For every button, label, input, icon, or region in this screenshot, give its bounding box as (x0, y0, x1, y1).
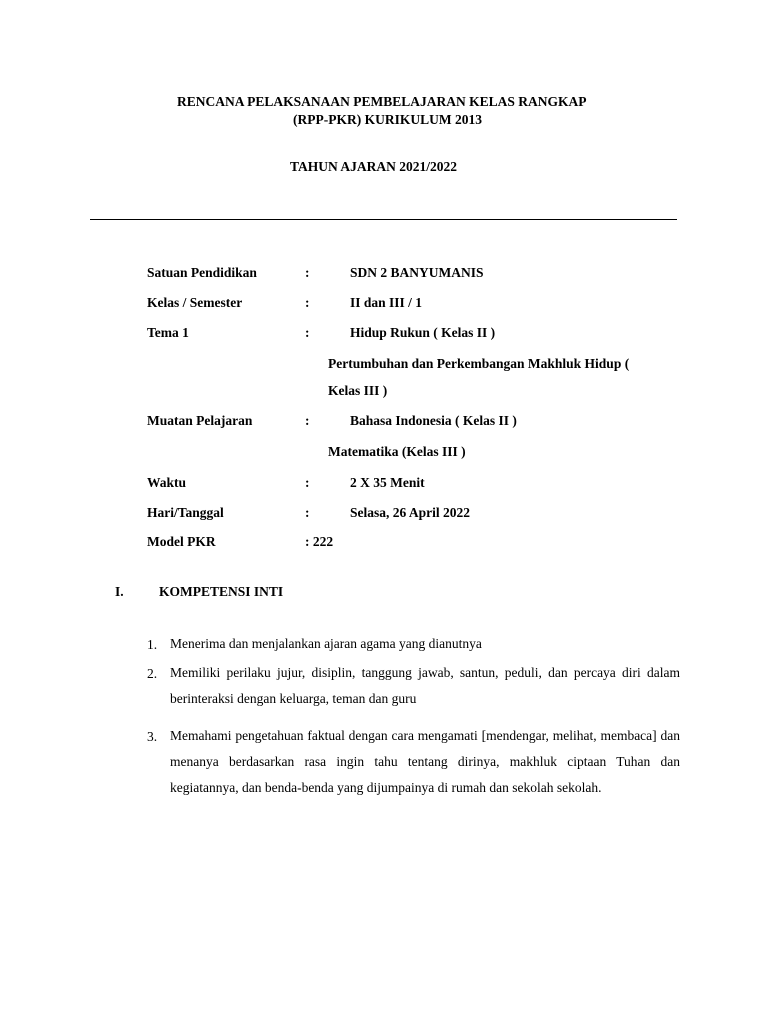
subject-value: Bahasa Indonesia ( Kelas II ) (350, 413, 517, 428)
date-value: Selasa, 26 April 2022 (350, 505, 471, 520)
model-label: Model PKR (147, 534, 216, 549)
date-colon: : (305, 505, 310, 520)
model-value: : 222 (305, 534, 334, 549)
section-number: I. (115, 584, 124, 599)
school-value: SDN 2 BANYUMANIS (350, 265, 484, 280)
school-label: Satuan Pendidikan (147, 265, 257, 280)
theme-colon: : (305, 325, 310, 340)
list-item-text: Menerima dan menjalankan ajaran agama yang dianutnya (170, 636, 482, 651)
academic-year: TAHUN AJARAN 2021/2022 (290, 159, 458, 174)
list-item-text: Memiliki perilaku jujur, disiplin, tanggung jawab, santun, peduli, dan percaya diri dalam berinteraksi dengan keluarga, teman dan guru (170, 665, 680, 706)
date-label: Hari/Tanggal (147, 505, 224, 520)
theme-value-2-line2: Kelas III ) (328, 383, 388, 398)
subject-colon: : (305, 413, 310, 428)
subject-label: Muatan Pelajaran (147, 413, 253, 428)
theme-value: Hidup Rukun ( Kelas II ) (350, 325, 496, 340)
subject-value-2: Matematika (Kelas III ) (328, 444, 466, 459)
section-title: KOMPETENSI INTI (159, 584, 284, 599)
class-label: Kelas / Semester (147, 295, 243, 310)
time-label: Waktu (147, 475, 187, 490)
class-value: II dan III / 1 (350, 295, 423, 310)
theme-label: Tema 1 (147, 325, 189, 340)
school-colon: : (305, 265, 310, 280)
document-title-line2: (RPP-PKR) KURIKULUM 2013 (293, 112, 482, 127)
list-item-number: 2. (147, 666, 158, 681)
list-item-number: 3. (147, 729, 158, 744)
header-divider (90, 219, 677, 220)
time-colon: : (305, 475, 310, 490)
document-title-line1: RENCANA PELAKSANAAN PEMBELAJARAN KELAS RANGKAP (177, 94, 587, 109)
theme-value-2-line1: Pertumbuhan dan Perkembangan Makhluk Hidup ( (328, 356, 630, 371)
list-item-text: Memahami pengetahuan faktual dengan cara mengamati [mendengar, melihat, membaca] dan menanya berdasarkan rasa ingin tahu tentang dirinya, makhluk ciptaan Tuhan dan kegiatannya, dan benda-benda yang dijumpainya di rumah dan sekolah sekolah. (170, 728, 680, 795)
list-item-number: 1. (147, 637, 158, 652)
class-colon: : (305, 295, 310, 310)
time-value: 2 X 35 Menit (350, 475, 425, 490)
